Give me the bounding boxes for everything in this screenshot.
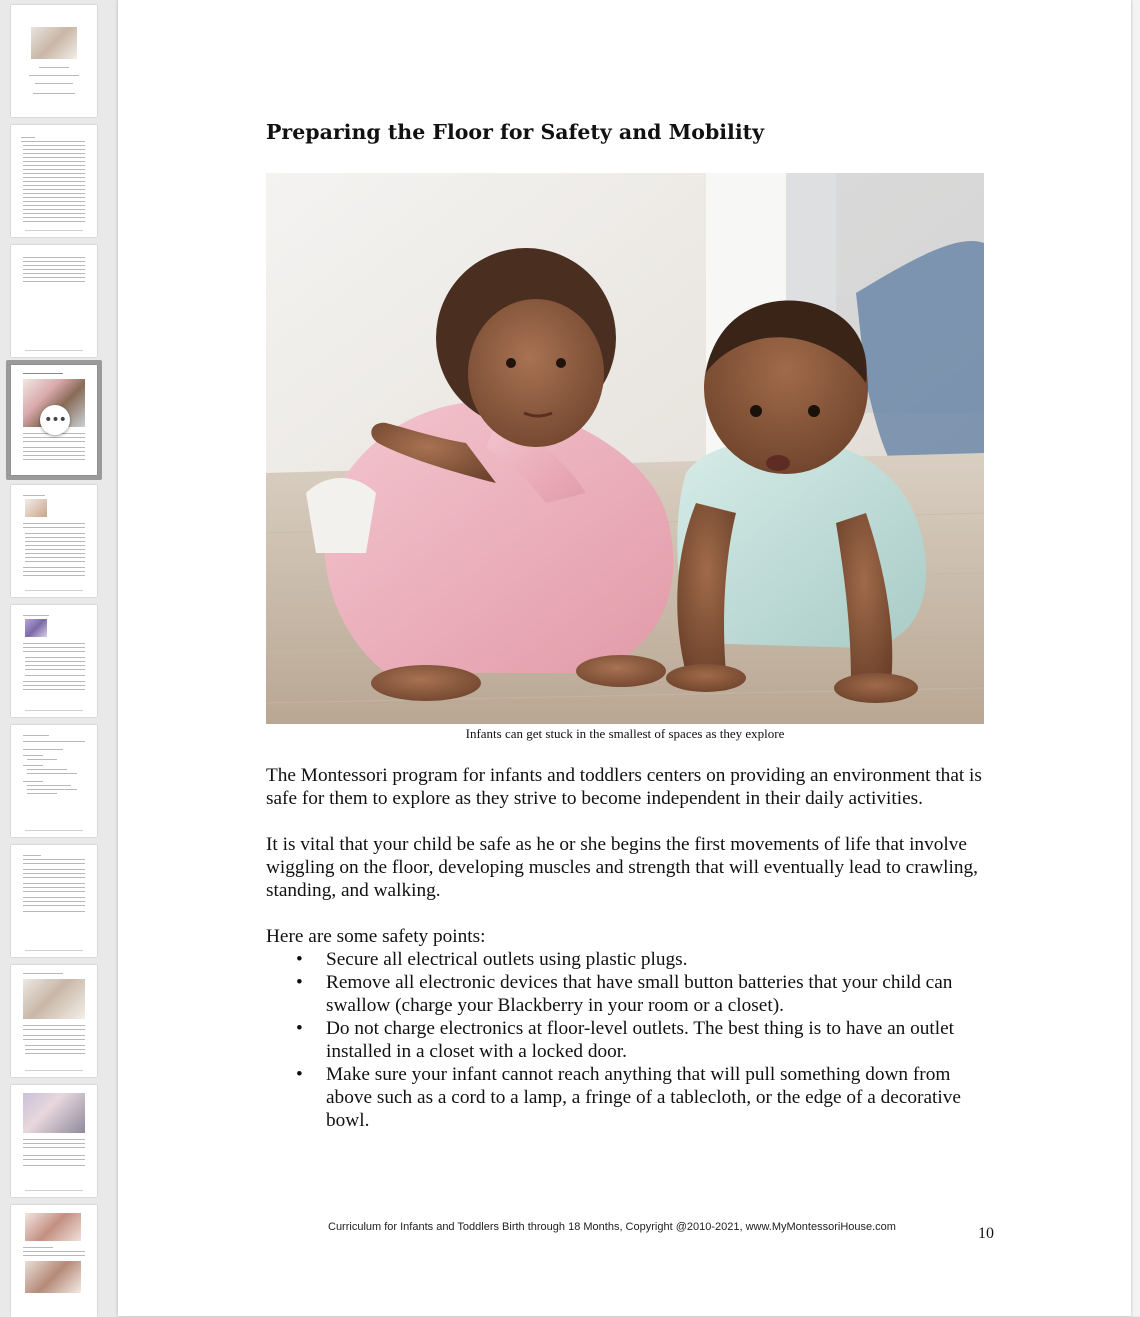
page-thumbnail-5[interactable] [11,485,97,597]
paragraph: It is vital that your child be safe as he or she begins the first movements of life that involve wiggling on the floor, developing muscles and strength that will eventually lead to crawling, standing, and walking. [266,834,978,901]
list-item: • Make sure your infant cannot reach anything that will pull something down from above such as a cord to a lamp, a fringe of a tablecloth, or the edge of a decorative bowl. [296,1064,961,1131]
more-options-button[interactable]: ••• [40,405,70,435]
hero-photo-two-infants-on-floor [266,173,984,724]
list-item: • Remove all electronic devices that have small button batteries that your child can swallow (charge your Blackberry in your room or a closet). [296,972,953,1016]
page-thumbnail-8[interactable] [11,845,97,957]
page-thumbnail-6[interactable] [11,605,97,717]
page-thumbnail-1[interactable] [11,5,97,117]
scrollbar-track[interactable] [1131,0,1140,1316]
page-thumbnail-10[interactable] [11,1085,97,1197]
page-title: Preparing the Floor for Safety and Mobility [266,120,765,144]
safety-points-list [266,948,991,1132]
page-thumbnail-11[interactable] [11,1205,97,1317]
document-page [118,0,1131,1316]
page-thumbnail-3[interactable] [11,245,97,357]
page-footer: Curriculum for Infants and Toddlers Birth through 18 Months, Copyright @2010-2021, www.MyMontessoriHouse.com [328,1221,896,1233]
page-thumbnail-7[interactable] [11,725,97,837]
document-body [266,764,991,1132]
page-thumbnail-9[interactable] [11,965,97,1077]
bullet-icon: • [296,1018,303,1039]
list-item: • Do not charge electronics at floor-level outlets. The best thing is to have an outlet installed in a closet with a locked door. [296,1018,955,1062]
photo-caption: Infants can get stuck in the smallest of spaces as they explore [465,726,785,741]
bullet-icon: • [296,972,303,993]
bullet-icon: • [296,1064,303,1085]
page-thumbnails-sidebar [0,0,108,1316]
list-intro: Here are some safety points: [266,926,486,947]
list-item: • Secure all electrical outlets using plastic plugs. [296,949,688,970]
page-thumbnail-2[interactable] [11,125,97,237]
page-number: 10 [978,1225,994,1242]
bullet-icon: • [296,949,303,970]
paragraph: The Montessori program for infants and toddlers centers on providing an environment that is safe for them to explore as they strive to become independent in their daily activities. [266,765,982,809]
